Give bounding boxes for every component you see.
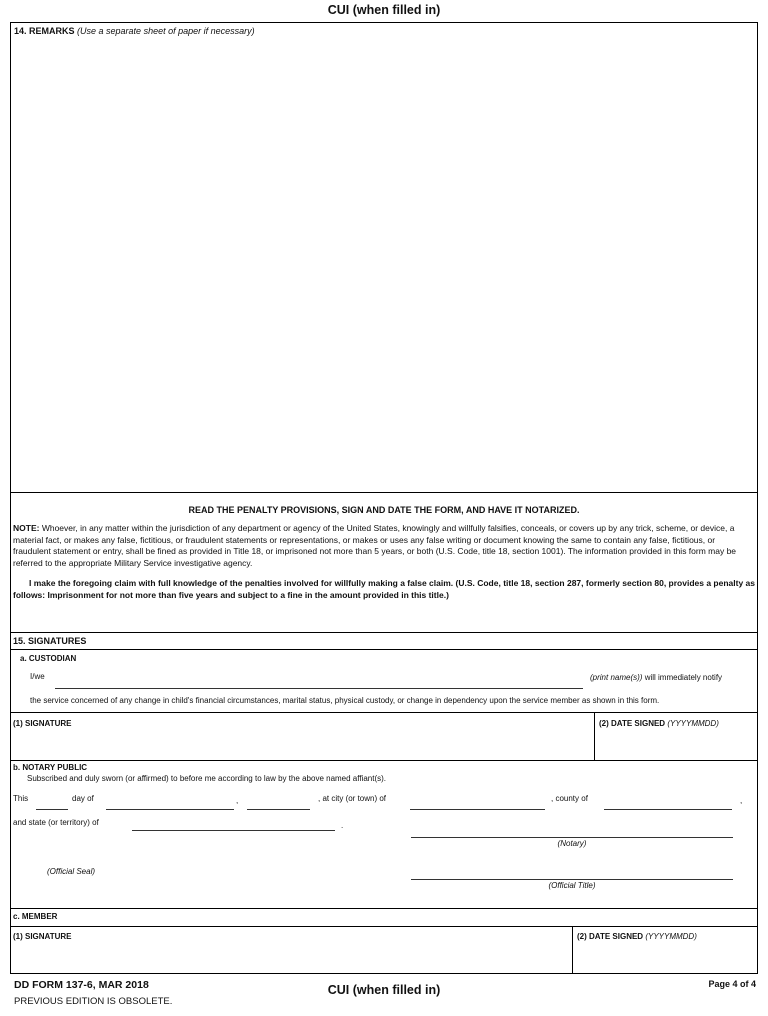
note-text: Whoever, in any matter within the jurisdiction of any department or agency of the United States, knowingly and willfully falsifies, conceals, or covers up by any trick, scheme, or device, a material fact, or makes any false, fictitious, or fraudulent statements or representations, or makes or uses any false writing or document knowing the same to contain any false, fictitious, or fraudulent statement or entry, shall be fined as provided in Title 18, or imprisoned not more than 5 years, or both (U.S. Code, title 18, section 1001). The information provided in this form may be referred to the appropriate Military Service investigative agency. [13, 523, 737, 568]
custodian-bottom-line [10, 760, 758, 761]
service-notice: the service concerned of any change in child's financial circumstances, marital status, physical custody, or change in dependency upon the service member as shown in this form. [30, 696, 660, 705]
claim-statement: I make the foregoing claim with full knowledge of the penalties involved for willfully making a false claim. (U.S. Code, title 18, section 287, formerly section 80, provides a penalty as follows: Imprisonment for not more than five years and subject to a fine in the amount provided in this title.) [13, 578, 756, 600]
year-input[interactable] [247, 809, 310, 810]
notary-bottom-line [10, 908, 758, 909]
print-names-label: (print name(s)) [590, 673, 643, 682]
signatures-title: 15. SIGNATURES [13, 636, 87, 646]
month-input[interactable] [106, 809, 234, 810]
member-sig-divider [572, 926, 573, 974]
iwe-label: I/we [30, 672, 45, 681]
official-title-input[interactable] [411, 879, 733, 880]
comma-1: , [236, 796, 239, 805]
member-date-field[interactable] [575, 944, 755, 972]
state-period: . [341, 821, 344, 830]
remarks-divider [10, 492, 758, 493]
official-title-caption: (Official Title) [548, 881, 596, 890]
print-names-note [590, 673, 722, 682]
custodian-date-label: (2) DATE SIGNED [599, 719, 666, 728]
member-label: c. MEMBER [13, 912, 58, 921]
sworn-statement: Subscribed and duly sworn (or affirmed) to before me according to law by the above named affiant(s). [27, 774, 387, 783]
city-input[interactable] [410, 809, 545, 810]
form-id: DD FORM 137-6, MAR 2018 [14, 979, 149, 991]
penalty-note [13, 523, 755, 569]
remarks-textarea[interactable] [12, 40, 756, 490]
signatures-divider [10, 632, 758, 633]
member-signature-label: (1) SIGNATURE [13, 932, 72, 941]
state-label: and state (or territory) of [13, 818, 99, 827]
custodian-signature-label: (1) SIGNATURE [13, 719, 72, 728]
page-number: Page 4 of 4 [708, 979, 756, 989]
custodian-date-heading [599, 719, 719, 728]
comma-2: , [740, 796, 743, 805]
state-input[interactable] [132, 830, 335, 831]
remarks-heading [14, 26, 255, 36]
custodian-date-field[interactable] [597, 731, 755, 758]
notary-signature-input[interactable] [411, 837, 733, 838]
official-seal-label: (Official Seal) [47, 867, 96, 876]
custodian-label: a. CUSTODIAN [20, 654, 77, 663]
custodian-sig-divider [594, 712, 595, 760]
county-input[interactable] [604, 809, 732, 810]
day-input[interactable] [36, 809, 68, 810]
this-label: This [13, 794, 29, 803]
custodian-date-format: (YYYYMMDD) [667, 719, 719, 728]
remarks-title: 14. REMARKS [14, 26, 75, 36]
member-date-heading [577, 932, 697, 941]
member-signature-field[interactable] [12, 944, 570, 972]
notary-caption: (Notary) [557, 839, 587, 848]
notary-label: b. NOTARY PUBLIC [13, 763, 88, 772]
member-date-format: (YYYYMMDD) [645, 932, 697, 941]
county-label: , county of [551, 794, 588, 803]
custodian-signature-field[interactable] [12, 731, 592, 758]
note-label: NOTE: [13, 523, 40, 533]
previous-edition: PREVIOUS EDITION IS OBSOLETE. [14, 996, 173, 1007]
signatures-title-divider [10, 649, 758, 650]
day-of-label: day of [72, 794, 94, 803]
penalty-heading: READ THE PENALTY PROVISIONS, SIGN AND DATE THE FORM, AND HAVE IT NOTARIZED. [188, 505, 580, 515]
cui-footer: CUI (when filled in) [327, 983, 441, 997]
at-city-label: , at city (or town) of [318, 794, 387, 803]
member-date-label: (2) DATE SIGNED [577, 932, 644, 941]
cui-header: CUI (when filled in) [327, 3, 441, 17]
custodian-names-input[interactable] [55, 688, 583, 689]
member-sig-top-line [10, 926, 758, 927]
custodian-sig-top-line [10, 712, 758, 713]
remarks-note: (Use a separate sheet of paper if necessary) [77, 26, 255, 36]
notify-label: will immediately notify [644, 673, 723, 682]
